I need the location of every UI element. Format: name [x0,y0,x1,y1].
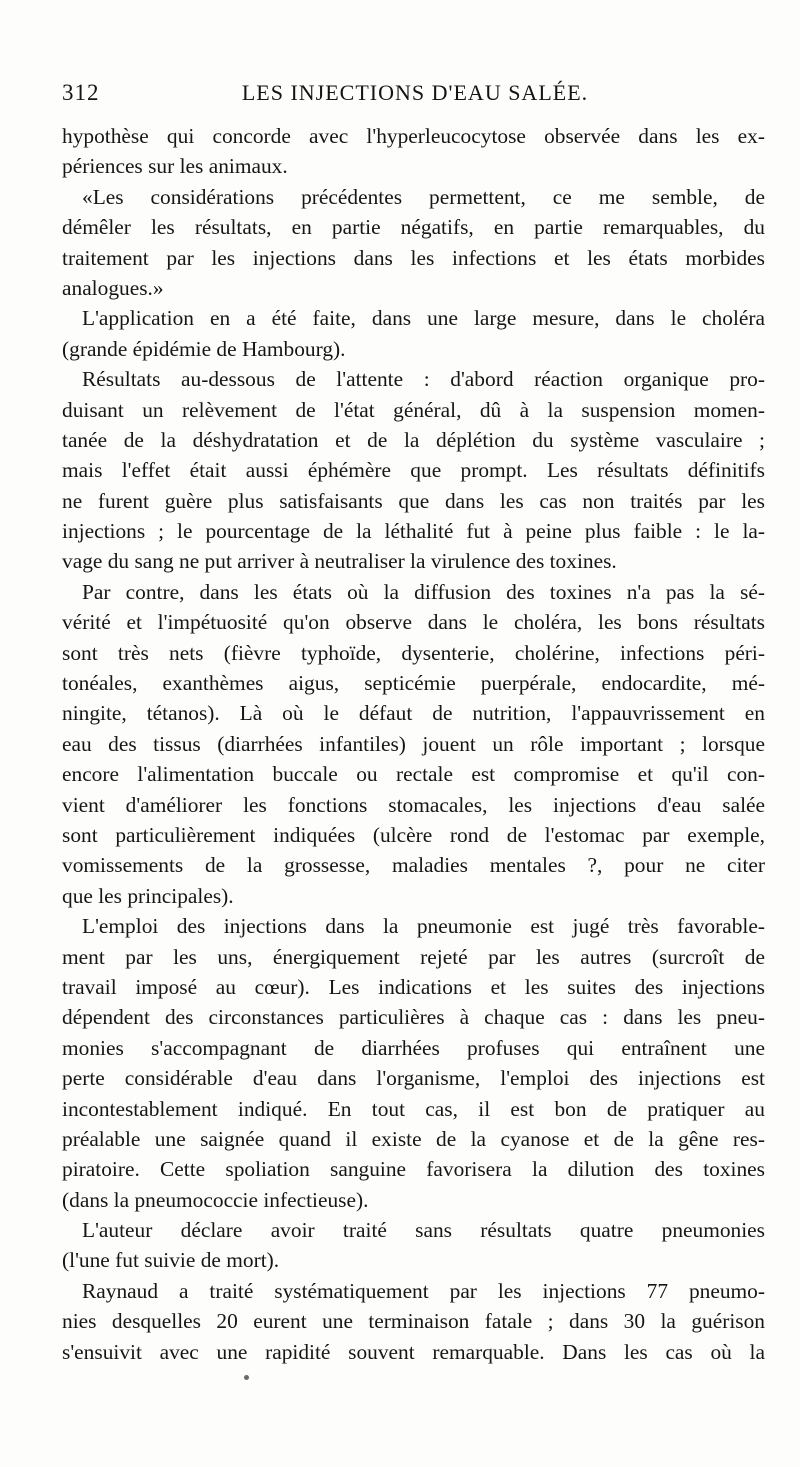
text-line: incontestablement indiqué. En tout cas, il est bon de pratiquer au [62,1096,765,1121]
text-line: (grande épidémie de Hambourg). [62,336,346,361]
text-line: eau des tissus (diarrhées infantiles) jouent un rôle important ; lorsque [62,731,765,756]
text-line: s'ensuivit avec une rapidité souvent remarquable. Dans les cas où la [62,1339,765,1364]
text-line: que les principales). [62,883,234,908]
text-line: vomissements de la grossesse, maladies mentales ?, pour ne citer [62,853,765,878]
text-line: vage du sang ne put arriver à neutraliser la virulence des toxines. [62,549,617,574]
text-line: monies s'accompagnant de diarrhées profuses qui entraînent une [62,1035,765,1060]
text-line: L'emploi des injections dans la pneumonie est jugé très favorable- [82,914,765,939]
text-line: mais l'effet était aussi éphémère que prompt. Les résultats définitifs [62,458,765,483]
text-line: ne furent guère plus satisfaisants que dans les cas non traités par les [62,488,765,513]
text-line: duisant un relèvement de l'état général, dû à la suspension momen- [62,397,765,422]
body-text [62,121,765,1367]
text-line: piratoire. Cette spoliation sanguine favorisera la dilution des toxines [62,1157,765,1182]
text-line: ningite, tétanos). Là où le défaut de nutrition, l'appauvrissement en [62,701,765,726]
text-line: vient d'améliorer les fonctions stomacales, les injections d'eau salée [62,792,765,817]
text-line: tanée de la déshydratation et de la déplétion du système vasculaire ; [62,427,765,452]
text-line: Raynaud a traité systématiquement par les injections 77 pneumo- [82,1278,765,1303]
text-line: (dans la pneumococcie infectieuse). [62,1187,369,1212]
text-line: périences sur les animaux. [62,154,288,179]
text-line: L'application en a été faite, dans une large mesure, dans le choléra [82,306,765,331]
text-line: dépendent des circonstances particulières à chaque cas : dans les pneu- [62,1005,765,1030]
text-line: sont particulièrement indiquées (ulcère rond de l'estomac par exemple, [62,822,765,847]
text-line: sont très nets (fièvre typhoïde, dysenterie, cholérine, infections péri- [62,640,765,665]
page-number: 312 [62,80,100,105]
page-header [60,78,764,112]
running-title: LES INJECTIONS D'EAU SALÉE. [241,80,589,105]
text-line: «Les considérations précédentes permettent, ce me semble, de [82,184,765,209]
text-line: tonéales, exanthèmes aigus, septicémie puerpérale, endocardite, mé- [62,671,765,696]
text-line: Résultats au-dessous de l'attente : d'abord réaction organique pro- [82,367,765,392]
text-line: (l'une fut suivie de mort). [62,1248,280,1273]
text-line: vérité et l'impétuosité qu'on observe dans le choléra, les bons résultats [62,610,765,635]
text-line: nies desquelles 20 eurent une terminaison fatale ; dans 30 la guérison [62,1309,765,1334]
text-line: démêler les résultats, en partie négatifs, en partie remarquables, du [62,215,765,240]
ink-dot [244,1375,249,1380]
text-line: Par contre, dans les états où la diffusion des toxines n'a pas la sé- [82,579,765,604]
text-line: L'auteur déclare avoir traité sans résultats quatre pneumonies [82,1218,765,1243]
text-line: encore l'alimentation buccale ou rectale est compromise et qu'il con- [62,762,765,787]
text-line: travail imposé au cœur). Les indications et les suites des injections [62,974,765,999]
text-line: traitement par les injections dans les infections et les états morbides [62,245,765,270]
text-line: analogues.» [62,275,164,300]
text-line: hypothèse qui concorde avec l'hyperleucocytose observée dans les ex- [62,124,765,148]
text-line: préalable une saignée quand il existe de la cyanose et de la gêne res- [62,1126,765,1151]
text-line: ment par les uns, énergiquement rejeté par les autres (surcroît de [62,944,765,969]
text-line: perte considérable d'eau dans l'organisme, l'emploi des injections est [62,1066,765,1091]
text-line: injections ; le pourcentage de la léthalité fut à peine plus faible : le la- [62,519,765,544]
